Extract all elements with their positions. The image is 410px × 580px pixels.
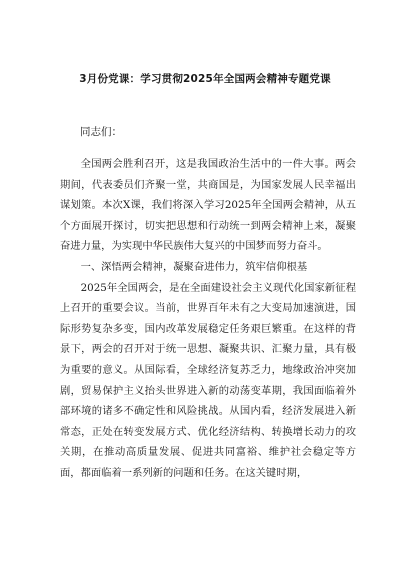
paragraph-section-1: 2025年全国两会，是在全面建设社会主义现代化国家新征程上召开的重要会议。当前，世界百年未有之大变局加速演进，国际形势复杂多变，国内改革发展稳定任务艰巨繁重。在这样的背景下，两会的召开对于统一思想、凝聚共识、汇聚力量，具有极为重要的意义。从国际看，全球经济复苏乏力，地缘政治冲突加剧，贸易保护主义抬头世界进入新的动荡变革期，我国面临着外部环境的诸多不确定性和风险挑战。从国内看，经济发展进入新常态，正处在转变发展方式、优化经济结构、转换增长动力的攻关期，在推动高质量发展、促进共同富裕、维护社会稳定等方面，都面临着一系列新的问题和任务。在这关键时期， xyxy=(60,281,356,479)
salutation: 同志们： xyxy=(80,126,122,138)
document-title: 3月份党课：学习贯彻2025年全国两会精神专题党课 xyxy=(79,73,331,85)
document-body xyxy=(60,154,356,484)
section-heading-1: 一、深悟两会精神，凝聚奋进伟力，筑牢信仰根基 xyxy=(80,260,308,273)
paragraph-intro: 全国两会胜利召开，这是我国政治生活中的一件大事。两会期间，代表委员们齐聚一堂，共商国是，为国家发展人民幸福出谋划策。本次X课，我们将深入学习2025年全国两会精神，从五个方面展开探讨，切实把思想和行动统一到两会精神上来，凝聚奋进力量，为实现中华民族伟大复兴的中国梦而努力奋斗。 xyxy=(60,158,356,253)
